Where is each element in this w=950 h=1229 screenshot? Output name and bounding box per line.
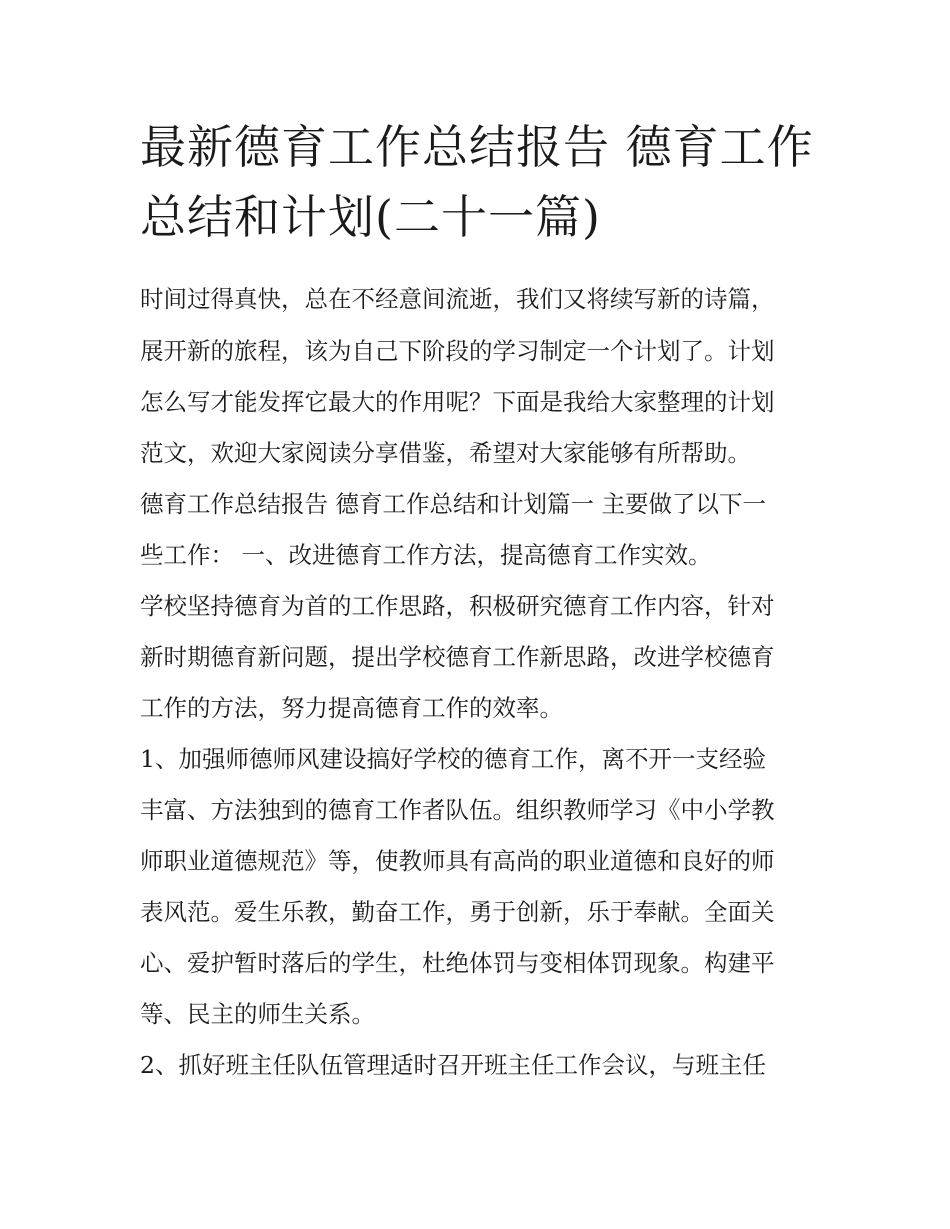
body-line: 表风范。爱生乐教，勤奋工作，勇于创新，乐于奉献。全面关 [140, 898, 775, 926]
body-line: 心、爱护暂时落后的学生，杜绝体罚与变相体罚现象。构建平 [140, 949, 775, 977]
body-line: 怎么写才能发挥它最大的作用呢？下面是我给大家整理的计划 [140, 388, 775, 416]
body-line: 新时期德育新问题，提出学校德育工作新思路，改进学校德育 [140, 643, 775, 671]
document-title: 最新德育工作总结报告 德育工作总结和计划(二十一篇) [140, 120, 814, 244]
body-line: 范文，欢迎大家阅读分享借鉴，希望对大家能够有所帮助。 [140, 439, 751, 467]
body-line: 1、加强师德师风建设搞好学校的德育工作，离不开一支经验 [140, 745, 766, 773]
body-line: 工作的方法，努力提高德育工作的效率。 [140, 694, 563, 722]
body-line: 展开新的旅程，该为自己下阶段的学习制定一个计划了。计划 [140, 337, 775, 365]
body-line: 时间过得真快，总在不经意间流逝，我们又将续写新的诗篇， [140, 285, 775, 313]
body-line: 丰富、方法独到的德育工作者队伍。组织教师学习《中小学教 [140, 796, 775, 824]
body-line: 学校坚持德育为首的工作思路，积极研究德育工作内容，针对 [140, 592, 775, 620]
body-line: 师职业道德规范》等，使教师具有高尚的职业道德和良好的师 [140, 847, 775, 875]
body-line: 德育工作总结报告 德育工作总结和计划篇一 主要做了以下一 [140, 490, 766, 518]
body-line: 等、民主的师生关系。 [140, 1000, 375, 1028]
body-line: 些工作： 一、改进德育工作方法，提高德育工作实效。 [140, 541, 712, 569]
body-line: 2、抓好班主任队伍管理适时召开班主任工作会议，与班主任 [140, 1051, 766, 1079]
